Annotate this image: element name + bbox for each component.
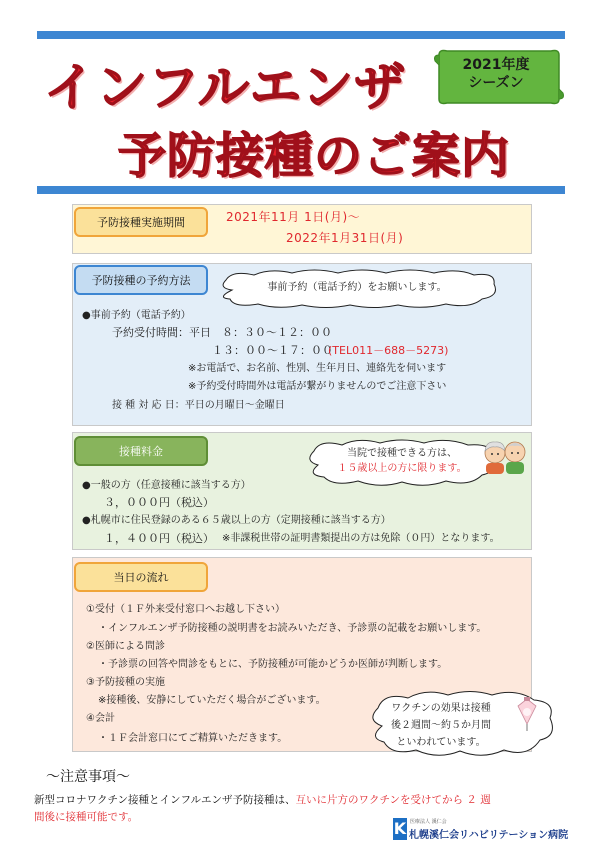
logo-mark-icon: K (393, 819, 407, 838)
notes-line1-black: 新型コロナワクチン接種とインフルエンザ予防接種は、 (34, 794, 296, 806)
fee-general-title: ●一般の方（任意接種に該当する方） (82, 480, 251, 491)
flow-step1: ①受付（１Ｆ外来受付窓口へお越し下さい） (86, 604, 285, 615)
notes-title: ～注意事項～ (46, 769, 130, 785)
flow-step4: ④会計 (86, 713, 115, 724)
flow-step2: ②医師による問診 (86, 641, 165, 652)
reservation-note1: ※お電話で、お名前、性別、生年月日、連絡先を伺います (188, 363, 447, 374)
fee-cloud-line2: １５歳以上の方に限ります。 (337, 463, 467, 474)
fee-senior-price: １，４００円（税込） (104, 532, 214, 545)
reservation-hours-afternoon: １３：００～１７：００ (212, 344, 333, 357)
flow-step2-desc: ・予診票の回答や問診をもとに、予防接種が可能かどうか医師が判断します。 (98, 659, 448, 670)
flow-step3: ③予防接種の実施 (86, 677, 165, 688)
reservation-hours: 予約受付時間：平日 ８：３０～１２：００ (112, 326, 332, 339)
fee-label: 接種料金 (74, 436, 208, 466)
reservation-cloud (214, 268, 500, 310)
elderly-couple-icon (480, 438, 530, 474)
fee-senior-title: ●札幌市に住民登録のある６５歳以上の方（定期接種に該当する方） (82, 515, 391, 526)
ribbon-year: 2021年度 (462, 57, 530, 73)
reservation-cloud-text: 事前予約（電話予約）をお願いします。 (267, 282, 447, 293)
flow-cloud-line2: 後２週間～約５か月間 (391, 720, 491, 731)
syringe-icon (512, 696, 542, 732)
page-title-line2: 予防接種のご案内 (118, 128, 511, 184)
season-ribbon-text (441, 56, 551, 92)
flow-step1-desc: ・インフルエンザ予防接種の説明書をお読みいただき、予診票の記載をお願いします。 (98, 623, 487, 634)
reservation-days: 接 種 対 応 日：平日の月曜日～金曜日 (112, 400, 285, 411)
period-end: 2022年1月31日(月) (286, 231, 404, 245)
period-label: 予防接種実施期間 (74, 207, 208, 237)
flow-label: 当日の流れ (74, 562, 208, 592)
reservation-note2: ※予約受付時間外は電話が繋がりませんのでご注意下さい (188, 381, 447, 392)
notes-line1-red: 互いに片方のワクチンを受けてから ２ 週 (295, 794, 491, 806)
fee-cloud-line1: 当院で接種できる方は、 (347, 448, 457, 459)
flow-step4-desc: ・１Ｆ会計窓口にてご精算いただきます。 (98, 733, 288, 744)
notes-line1 (34, 792, 491, 807)
page-title-line1: インフルエンザ (44, 59, 406, 118)
period-start: 2021年11月 1日(月)～ (226, 210, 361, 224)
fee-general-price: ３，０００円（税込） (104, 496, 214, 509)
ribbon-season: シーズン (468, 75, 524, 91)
flow-cloud-line1: ワクチンの効果は接種 (391, 703, 491, 714)
notes-line2: 間後に接種可能です。 (34, 811, 139, 823)
top-blue-bar (37, 31, 565, 39)
reservation-phone[interactable]: (TEL011－688－5273) (328, 344, 449, 357)
flow-cloud-line3: といわれています。 (396, 737, 486, 748)
reservation-label: 予防接種の予約方法 (74, 265, 208, 295)
fee-cloud (304, 437, 500, 489)
hospital-name: 札幌溪仁会リハビリテーション病院 (409, 830, 569, 841)
fee-senior-note: ※非課税世帯の証明書類提出の方は免除（０円）となります。 (222, 533, 500, 544)
bottom-blue-bar (37, 186, 565, 194)
reservation-item-title: ●事前予約（電話予約） (82, 310, 191, 321)
org-name-small: 医療法人 溪仁会 (410, 819, 447, 825)
flow-step3-desc: ※接種後、安静にしていただく場合がございます。 (98, 695, 326, 706)
